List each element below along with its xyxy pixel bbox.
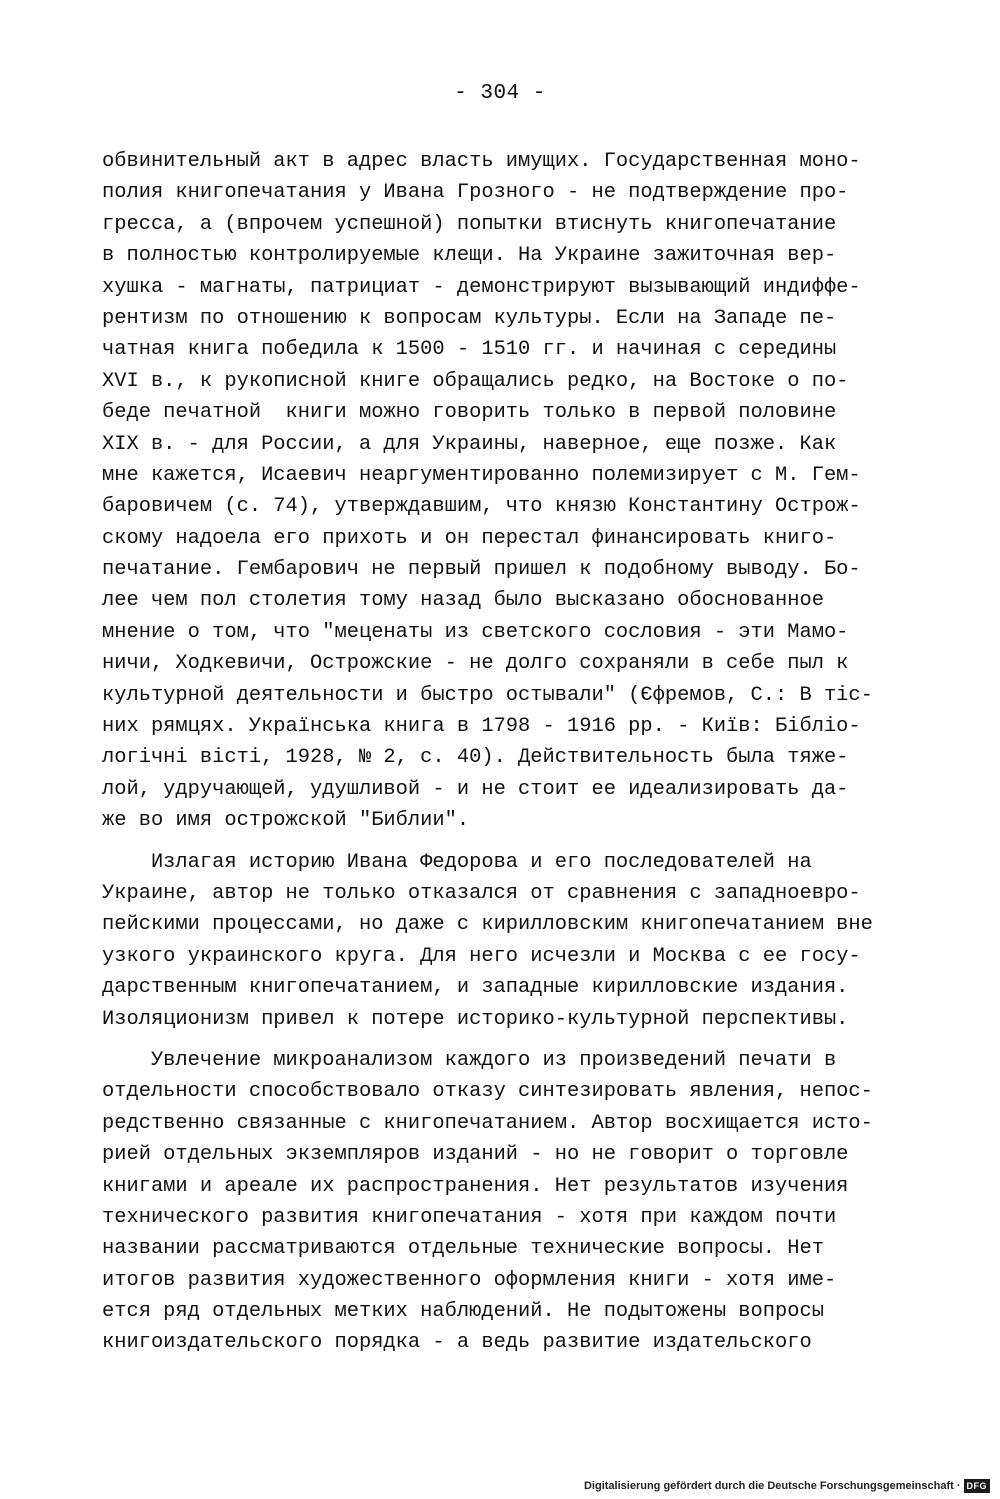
text-line: скому надоела его прихоть и он перестал финансировать книго- bbox=[102, 526, 837, 550]
text-line: гресса, а (впрочем успешной) попытки втиснуть книгопечатание bbox=[102, 212, 837, 236]
text-line: пейскими процессами, но даже с кирилловским книгопечатанием вне bbox=[102, 913, 873, 937]
text-line: дарственным книгопечатанием, и западные кирилловские издания. bbox=[102, 976, 849, 1000]
body-text bbox=[102, 146, 902, 1359]
text-line: редственно связанные с книгопечатанием. Автор восхищается исто- bbox=[102, 1111, 873, 1135]
text-line: мнение о том, что "меценаты из светского сословия - эти Мамо- bbox=[102, 620, 849, 644]
text-line: книгоиздательского порядка - а ведь развитие издательского bbox=[102, 1331, 812, 1355]
text-line: баровичем (с. 74), утверждавшим, что князю Константину Острож- bbox=[102, 495, 861, 519]
text-line: книгами и ареале их распространения. Нет результатов изучения bbox=[102, 1174, 849, 1198]
text-line: Излагая историю Ивана Федорова и его последователей на bbox=[102, 850, 812, 874]
text-line: же во имя острожской "Библии". bbox=[102, 809, 470, 833]
text-line: лее чем пол столетия тому назад было высказано обоснованное bbox=[102, 589, 824, 613]
dfg-logo: DFG bbox=[964, 1479, 991, 1493]
paragraph-gap bbox=[102, 837, 902, 847]
paragraph bbox=[102, 1045, 902, 1359]
paragraph-gap bbox=[102, 1035, 902, 1045]
text-line: чатная книга победила к 1500 - 1510 гг. и начиная с середины bbox=[102, 338, 837, 362]
text-line: рией отдельных экземпляров изданий - но не говорит о торговле bbox=[102, 1143, 849, 1167]
text-line: узкого украинского круга. Для него исчезли и Москва с ее госу- bbox=[102, 944, 861, 968]
paragraph bbox=[102, 847, 902, 1035]
digitization-footer bbox=[584, 1479, 990, 1493]
text-line: ется ряд отдельных метких наблюдений. Не подытожены вопросы bbox=[102, 1300, 824, 1324]
text-line: XVI в., к рукописной книге обращались редко, на Востоке о по- bbox=[102, 369, 849, 393]
text-line: в полностью контролируемые клещи. На Украине зажиточная вер- bbox=[102, 244, 837, 268]
text-line: рентизм по отношению к вопросам культуры. Если на Западе пе- bbox=[102, 306, 837, 330]
text-line: названии рассматриваются отдельные технические вопросы. Нет bbox=[102, 1237, 824, 1261]
text-line: Увлечение микроанализом каждого из произведений печати в bbox=[102, 1048, 837, 1072]
text-line: отдельности способствовало отказу синтезировать явления, непос- bbox=[102, 1080, 873, 1104]
footer-credit: Digitalisierung gefördert durch die Deutsche Forschungsgemeinschaft · bbox=[583, 1480, 961, 1492]
text-line: обвинительный акт в адрес власть имущих. Государственная моно- bbox=[102, 150, 861, 173]
text-line: итогов развития художественного оформления книги - хотя име- bbox=[102, 1268, 837, 1292]
text-line: ничи, Ходкевичи, Острожские - не долго сохраняли в себе пыл к bbox=[102, 652, 849, 676]
text-line: хушка - магнаты, патрициат - демонстрируют вызывающий индиффе- bbox=[102, 275, 861, 299]
text-line: Украине, автор не только отказался от сравнения с западноевро- bbox=[102, 881, 861, 905]
text-line: логічні вісті, 1928, № 2, с. 40). Действительность была тяже- bbox=[102, 746, 849, 770]
text-line: лой, удручающей, удушливой - и не стоит ее идеализировать да- bbox=[102, 777, 849, 801]
text-line: технического развития книгопечатания - хотя при каждом почти bbox=[102, 1205, 837, 1229]
text-line: беде печатной книги можно говорить только в первой половине bbox=[102, 401, 837, 425]
text-line: мне кажется, Исаевич неаргументированно полемизирует с М. Гем- bbox=[102, 463, 861, 487]
text-line: Изоляционизм привел к потере историко-культурной перспективы. bbox=[102, 1007, 849, 1031]
text-line: них рямцях. Українська книга в 1798 - 1916 рр. - Київ: Бібліо- bbox=[102, 715, 861, 739]
paragraph bbox=[102, 146, 902, 837]
text-line: культурной деятельности и быстро остывали" (Єфремов, С.: В тіс- bbox=[102, 683, 873, 707]
text-line: XIX в. - для России, а для Украины, наверное, еще позже. Как bbox=[102, 432, 837, 456]
page-number: - 304 - bbox=[454, 82, 546, 105]
text-line: печатание. Гембарович не первый пришел к подобному выводу. Бо- bbox=[102, 558, 861, 582]
text-line: полия книгопечатания у Ивана Грозного - не подтверждение про- bbox=[102, 181, 849, 205]
